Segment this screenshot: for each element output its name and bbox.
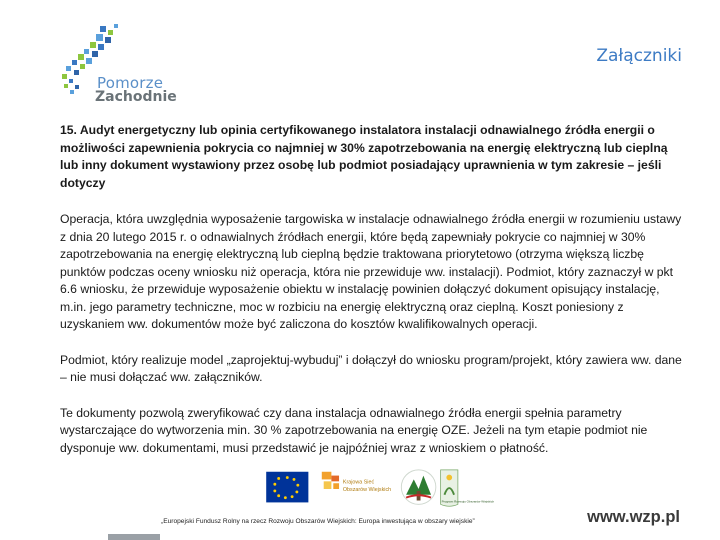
page-title: Załączniki bbox=[596, 46, 682, 66]
footer-logos bbox=[258, 466, 495, 512]
logo-text-pomorze: Pomorze bbox=[97, 74, 164, 92]
tree-emblem-icon bbox=[401, 470, 436, 505]
paragraph-1: Operacja, która uwzględnia wyposażenie targowiska w instalacje odnawialnego źródła energii w rozumieniu ustawy z dnia 20 lutego 2015 r. o odnawialnych źródłach energii, które będą zapewniały pokrycie co najmniej w 30% zapotrzebowania na energię elektryczną lub cieplną będzie traktowana priorytetowo (otrzyma większą liczbę punktów podczas oceny wniosku niż operacja, która nie przewiduje ww. instalacji). Podmiot, który zaznaczył w pkt 6.6 wniosku, że przewiduje wyposażenie obiektu w instalację powinien dołączyć dokument opisujący instalację, m.in. jego parametry techniczne, moc w rozbiciu na energię elektryczną oraz cieplną. Koszt poniesiony z uzyskaniem ww. dokumentów może być zaliczona do kosztów kwalifikowalnych operacji. bbox=[60, 212, 682, 331]
section-heading: 15. Audyt energetyczny lub opinia certyfikowanego instalatora instalacji odnawialnego źródła energii o możliwości zapewnienia pokrycia co najmniej w 30% zapotrzebowania na energię elektryczną lub cieplną lub inny dokument wystawiony przez osobę lub podmiot posiadający uprawnienia w tym zakresie – jeśli dotyczy bbox=[60, 123, 668, 190]
paragraph-2: Podmiot, który realizuje model „zaprojektuj-wybuduj” i dołączył do wniosku program/projekt, który zawiera ww. dane – nie musi dołączać ww. załączników. bbox=[60, 352, 682, 384]
ksow-line-1: Krajowa Sieć bbox=[342, 479, 375, 486]
ksow-line-2: Obszarów Wiejskich bbox=[342, 486, 392, 493]
website-url[interactable]: www.wzp.pl bbox=[587, 508, 680, 526]
ksow-logo bbox=[322, 472, 391, 493]
footer-bar bbox=[108, 534, 160, 540]
logo-text-zachodnie: Zachodnie bbox=[95, 89, 177, 105]
eu-flag-icon bbox=[266, 472, 308, 503]
prow-logo bbox=[441, 470, 495, 506]
paragraph-3: Te dokumenty pozwolą zweryfikować czy dana instalacja odnawialnego źródła energii spełnia parametry wystarczające do wytworzenia min. 30 % zapotrzebowania na energię OZE. Jeżeli na tym etapie podmiot nie dysponuje ww. dokumentami, musi przedstawić je najpóźniej wraz z wnioskiem o płatność. bbox=[60, 405, 648, 455]
prow-text: Program Rozwoju Obszarów Wiejskich bbox=[441, 499, 495, 504]
document-body bbox=[60, 122, 686, 457]
footer-caption: „Europejski Fundusz Rolny na rzecz Rozwoju Obszarów Wiejskich: Europa inwestująca w obszary wiejskie” bbox=[161, 518, 475, 525]
